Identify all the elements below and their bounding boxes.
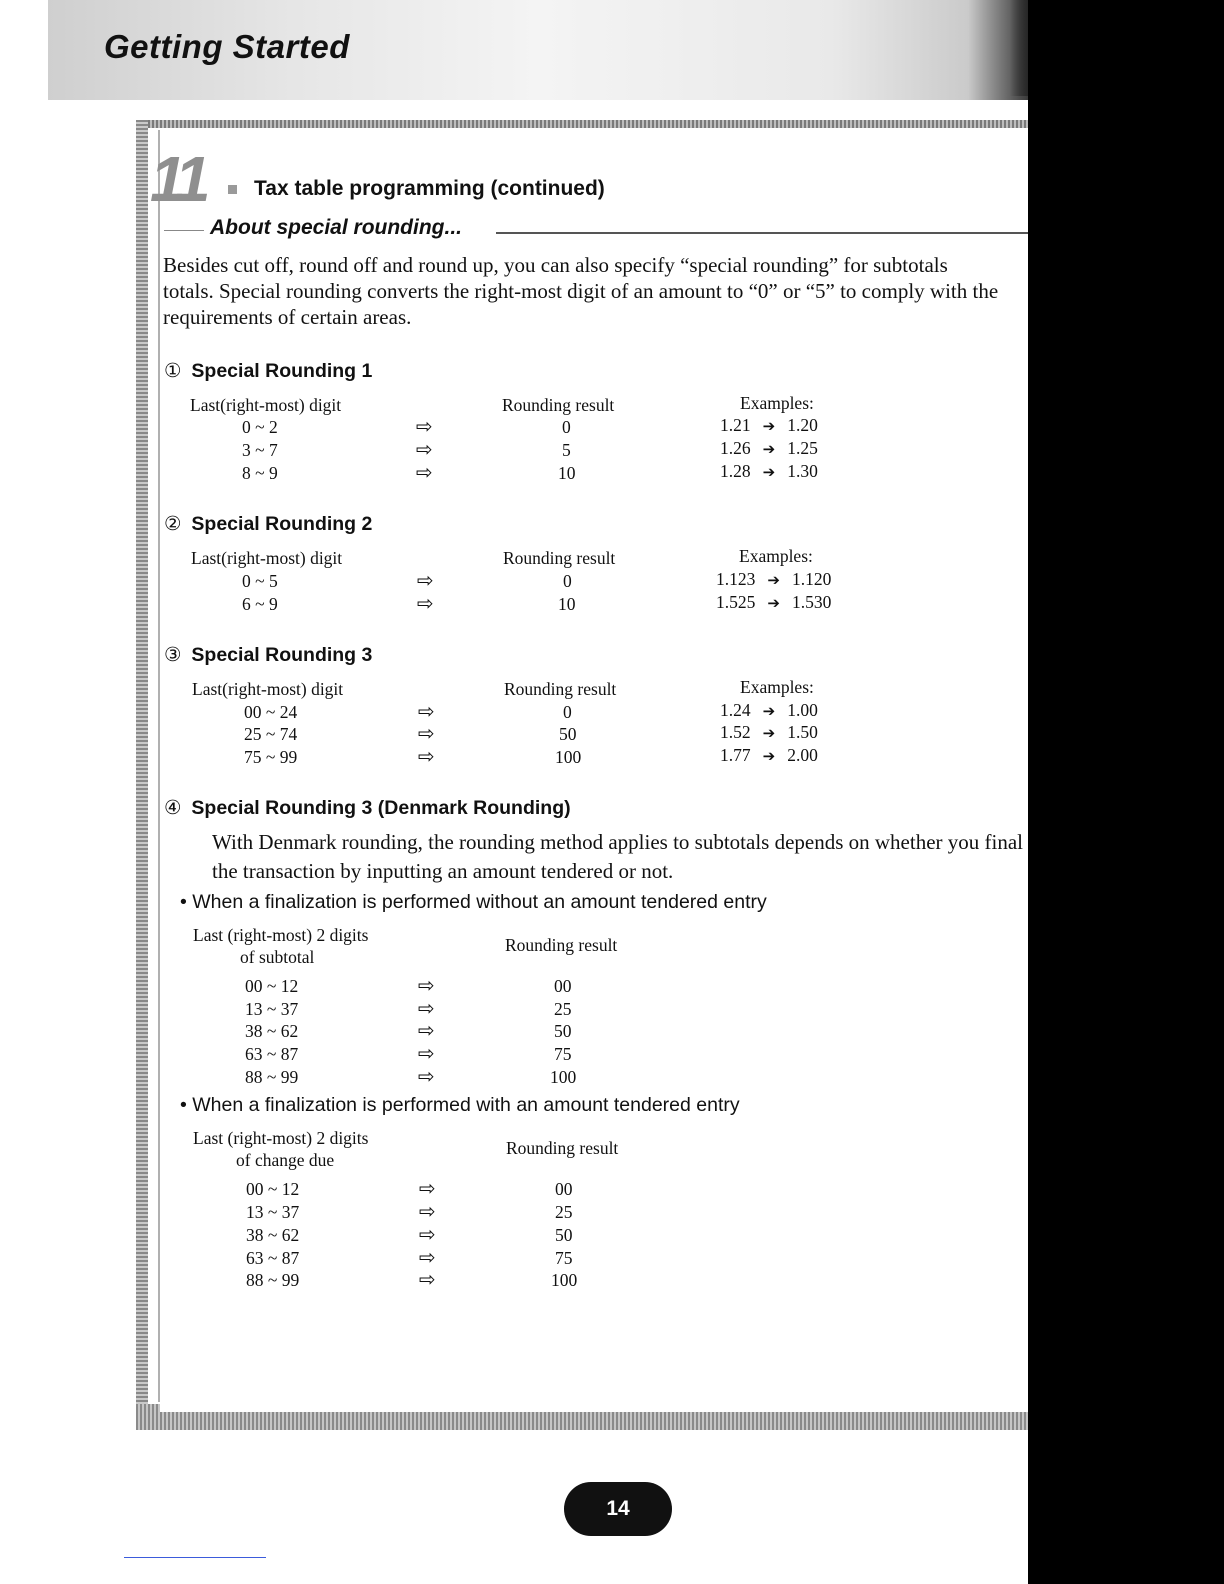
intro-line-3: requirements of certain areas. — [163, 305, 412, 329]
arrow-icon: ⇨ — [418, 1064, 435, 1088]
round4-heading — [164, 796, 571, 820]
without-row-result: 100 — [550, 1067, 577, 1087]
without-row-digit: 13 ~ 37 — [245, 999, 299, 1019]
with-row-result: 100 — [551, 1270, 578, 1290]
without-row-digit: 00 ~ 12 — [245, 976, 299, 996]
without-row-digit: 38 ~ 62 — [245, 1021, 299, 1041]
round1-col-result: Rounding result — [502, 395, 615, 415]
round4-para-line-1: With Denmark rounding, the rounding method applies to subtotals depends on whether you final — [212, 830, 1024, 854]
with-row-digit: 00 ~ 12 — [246, 1179, 300, 1199]
circled-one-icon: ① — [164, 360, 182, 382]
round3-heading — [164, 643, 372, 667]
arrow-icon: ⇨ — [418, 1018, 435, 1042]
without-row-digit: 63 ~ 87 — [245, 1044, 299, 1064]
with-row-digit: 38 ~ 62 — [246, 1225, 300, 1245]
round3-row-digit: 75 ~ 99 — [244, 747, 298, 767]
round2-title: Special Rounding 2 — [191, 513, 373, 535]
example-arrow-icon: ➔ — [767, 594, 780, 612]
example-arrow-icon: ➔ — [762, 440, 776, 458]
without-col-digit: Last (right-most) 2 digits — [193, 925, 369, 945]
frame-inner-line — [158, 130, 160, 1402]
round1-title: Special Rounding 1 — [191, 360, 373, 382]
arrow-icon: ⇨ — [417, 591, 434, 615]
round3-row-result: 50 — [559, 724, 577, 744]
with-row-result: 50 — [555, 1225, 573, 1245]
round3-row-result: 0 — [563, 702, 572, 722]
round2-example: 1.123 ➔ 1.120 — [716, 569, 832, 589]
arrow-icon: ⇨ — [418, 721, 435, 745]
example-arrow-icon: ➔ — [767, 571, 780, 589]
arrow-icon: ⇨ — [418, 996, 435, 1020]
frame-top-border — [136, 120, 1028, 128]
example-arrow-icon: ➔ — [762, 463, 776, 481]
round3-example: 1.24 ➔ 1.00 — [720, 700, 818, 720]
round1-example: 1.21 ➔ 1.20 — [720, 415, 818, 435]
round2-row-result: 10 — [558, 594, 576, 614]
bullet-icon: • — [180, 891, 187, 913]
bullet-with-tendered: • When a finalization is performed with an amount tendered entry — [180, 1094, 740, 1116]
with-row-digit: 88 ~ 99 — [246, 1270, 300, 1290]
round4-para-line-2: the transaction by inputting an amount tendered or not. — [212, 859, 674, 883]
round2-row-digit: 6 ~ 9 — [242, 594, 278, 614]
round1-row-result: 0 — [562, 417, 571, 437]
arrow-icon: ⇨ — [418, 973, 435, 997]
round2-col-digit: Last(right-most) digit — [191, 548, 343, 568]
without-row-result: 00 — [554, 976, 572, 996]
arrow-icon: ⇨ — [419, 1267, 436, 1291]
round3-row-digit: 00 ~ 24 — [244, 702, 298, 722]
without-row-digit: 88 ~ 99 — [245, 1067, 299, 1087]
round3-example: 1.52 ➔ 1.50 — [720, 722, 818, 742]
frame-bottom-gap — [160, 1404, 1028, 1412]
scan-edge-bar — [1028, 0, 1224, 1584]
without-row-result: 75 — [554, 1044, 572, 1064]
arrow-icon: ⇨ — [416, 414, 433, 438]
round2-row-digit: 0 ~ 5 — [242, 571, 278, 591]
without-col-digit-sub: of subtotal — [240, 947, 315, 967]
example-arrow-icon: ➔ — [762, 747, 776, 765]
round1-row-digit: 8 ~ 9 — [242, 463, 278, 483]
header-title: Getting Started — [104, 28, 350, 65]
round2-col-result: Rounding result — [503, 548, 616, 568]
round3-title: Special Rounding 3 — [191, 644, 373, 666]
page-number: 14 — [564, 1482, 672, 1536]
round1-row-digit: 0 ~ 2 — [242, 417, 278, 437]
round3-row-result: 100 — [555, 747, 582, 767]
arrow-icon: ⇨ — [419, 1245, 436, 1269]
round1-example: 1.28 ➔ 1.30 — [720, 461, 818, 481]
bullet-without-tendered: • When a finalization is performed without an amount tendered entry — [180, 891, 767, 913]
without-col-result: Rounding result — [505, 935, 618, 955]
round1-row-digit: 3 ~ 7 — [242, 440, 278, 460]
arrow-icon: ⇨ — [419, 1199, 436, 1223]
footer-rule — [124, 1557, 266, 1558]
with-row-result: 00 — [555, 1179, 573, 1199]
example-arrow-icon: ➔ — [762, 417, 776, 435]
with-col-digit-sub: of change due — [236, 1150, 335, 1170]
section-square-icon — [228, 185, 237, 194]
arrow-icon: ⇨ — [416, 437, 433, 461]
section-title: Tax table programming (continued) — [254, 177, 605, 200]
subtitle-rule-left — [164, 230, 204, 231]
round1-heading — [164, 359, 372, 383]
round2-col-examples: Examples: — [739, 546, 813, 566]
section-subtitle: About special rounding... — [210, 216, 462, 239]
subtitle-rule — [496, 232, 1028, 234]
arrow-icon: ⇨ — [418, 1041, 435, 1065]
with-col-result: Rounding result — [506, 1138, 619, 1158]
round1-example: 1.26 ➔ 1.25 — [720, 438, 818, 458]
section-number: 11 — [150, 143, 205, 215]
example-arrow-icon: ➔ — [762, 702, 776, 720]
arrow-icon: ⇨ — [419, 1176, 436, 1200]
round3-row-digit: 25 ~ 74 — [244, 724, 298, 744]
arrow-icon: ⇨ — [417, 568, 434, 592]
intro-line-1: Besides cut off, round off and round up, you can also specify “special rounding” for subtotals — [163, 253, 948, 277]
arrow-icon: ⇨ — [419, 1222, 436, 1246]
round2-example: 1.525 ➔ 1.530 — [716, 592, 832, 612]
round2-row-result: 0 — [563, 571, 572, 591]
intro-line-2: totals. Special rounding converts the right-most digit of an amount to “0” or “5” to comply with the — [163, 279, 999, 303]
with-col-digit: Last (right-most) 2 digits — [193, 1128, 369, 1148]
without-row-result: 25 — [554, 999, 572, 1019]
with-row-digit: 13 ~ 37 — [246, 1202, 300, 1222]
example-arrow-icon: ➔ — [762, 724, 776, 742]
round3-col-digit: Last(right-most) digit — [192, 679, 344, 699]
round4-title: Special Rounding 3 (Denmark Rounding) — [191, 797, 571, 819]
circled-three-icon: ③ — [164, 644, 182, 666]
round3-col-result: Rounding result — [504, 679, 617, 699]
round3-example: 1.77 ➔ 2.00 — [720, 745, 818, 765]
round3-col-examples: Examples: — [740, 677, 814, 697]
circled-four-icon: ④ — [164, 797, 182, 819]
arrow-icon: ⇨ — [416, 460, 433, 484]
arrow-icon: ⇨ — [418, 699, 435, 723]
round1-row-result: 10 — [558, 463, 576, 483]
with-row-digit: 63 ~ 87 — [246, 1248, 300, 1268]
round1-col-digit: Last(right-most) digit — [190, 395, 342, 415]
round2-heading — [164, 512, 372, 536]
circled-two-icon: ② — [164, 513, 182, 535]
round1-row-result: 5 — [562, 440, 571, 460]
with-row-result: 25 — [555, 1202, 573, 1222]
arrow-icon: ⇨ — [418, 744, 435, 768]
without-row-result: 50 — [554, 1021, 572, 1041]
with-row-result: 75 — [555, 1248, 573, 1268]
frame-left-border — [136, 120, 148, 1430]
bullet-icon: • — [180, 1094, 187, 1116]
round1-col-examples: Examples: — [740, 393, 814, 413]
